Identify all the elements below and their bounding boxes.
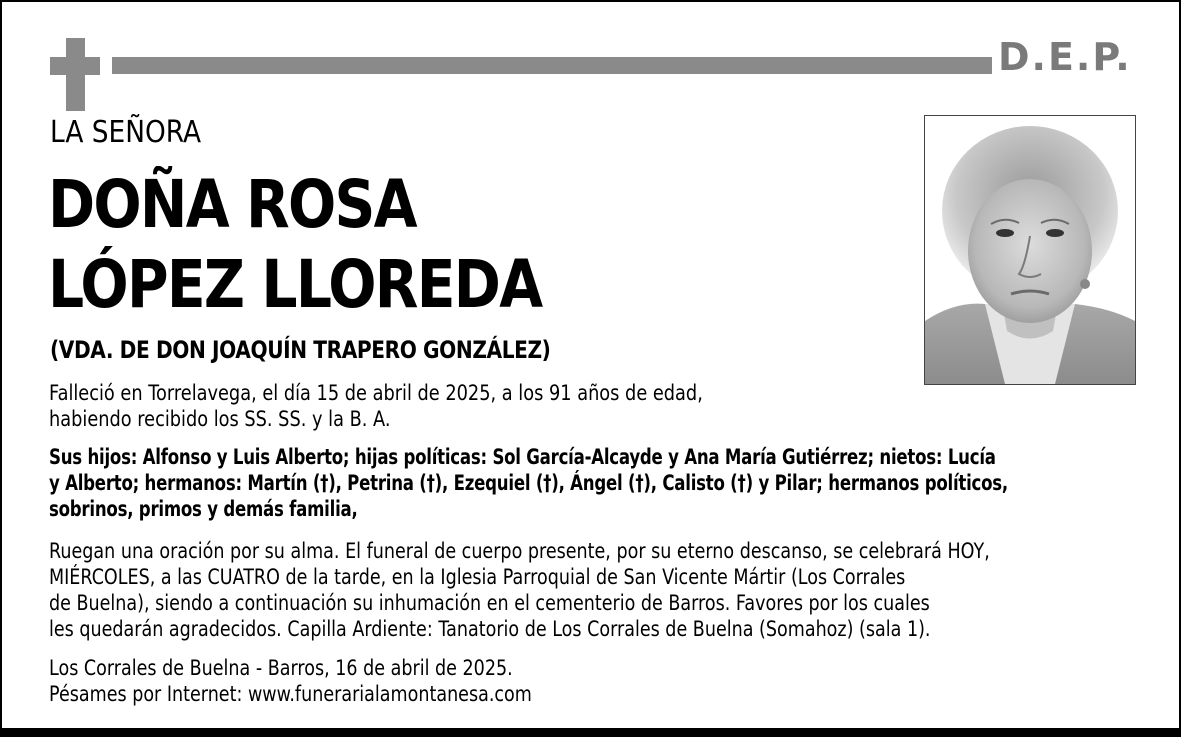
funeral-line: Ruegan una oración por su alma. El funeral de cuerpo presente, por su eterno descanso, se celebrará HOY, bbox=[49, 539, 990, 563]
deceased-name-line1: DOÑA ROSA bbox=[48, 166, 416, 243]
widow-of: (VDA. DE DON JOAQUÍN TRAPERO GONZÁLEZ) bbox=[50, 336, 551, 364]
funeral-details bbox=[49, 538, 990, 642]
family-line: Sus hijos: Alfonso y Luis Alberto; hijas políticas: Sol García-Alcayde y Ana María Gutiérrez; nietos: Lucía bbox=[49, 445, 996, 469]
family-list bbox=[49, 444, 1008, 522]
family-line: y Alberto; hermanos: Martín (†), Petrina (†), Ezequiel (†), Ángel (†), Calisto (†) y Pilar; hermanos políticos, bbox=[49, 471, 1008, 495]
family-line: sobrinos, primos y demás familia, bbox=[49, 497, 358, 521]
portrait-image bbox=[925, 116, 1135, 384]
dep-label: D.E.P. bbox=[998, 35, 1132, 79]
portrait-photo bbox=[924, 115, 1136, 385]
funeral-line: les quedarán agradecidos. Capilla Ardiente: Tanatorio de Los Corrales de Buelna (Somahoz) (sala 1). bbox=[49, 617, 931, 641]
funeral-line: de Buelna), siendo a continuación su inhumación en el cementerio de Barros. Favores por los cuales bbox=[49, 591, 930, 615]
place-date: Los Corrales de Buelna - Barros, 16 de abril de 2025. bbox=[49, 656, 513, 680]
condolences-link[interactable]: Pésames por Internet: www.funerarialamontanesa.com bbox=[49, 682, 532, 706]
honorific: LA SEÑORA bbox=[50, 115, 202, 150]
footer bbox=[49, 655, 532, 707]
header-rule bbox=[112, 57, 992, 74]
death-notice-line: habiendo recibido los SS. SS. y la B. A. bbox=[49, 407, 391, 431]
death-notice bbox=[49, 380, 703, 432]
death-notice-line: Falleció en Torrelavega, el día 15 de abril de 2025, a los 91 años de edad, bbox=[49, 381, 703, 405]
deceased-name-line2: LÓPEZ LLOREDA bbox=[48, 246, 542, 323]
cross-icon-arm bbox=[50, 57, 100, 75]
funeral-line: MIÉRCOLES, a las CUATRO de la tarde, en la Iglesia Parroquial de San Vicente Mártir (Los Corrales bbox=[49, 565, 906, 589]
